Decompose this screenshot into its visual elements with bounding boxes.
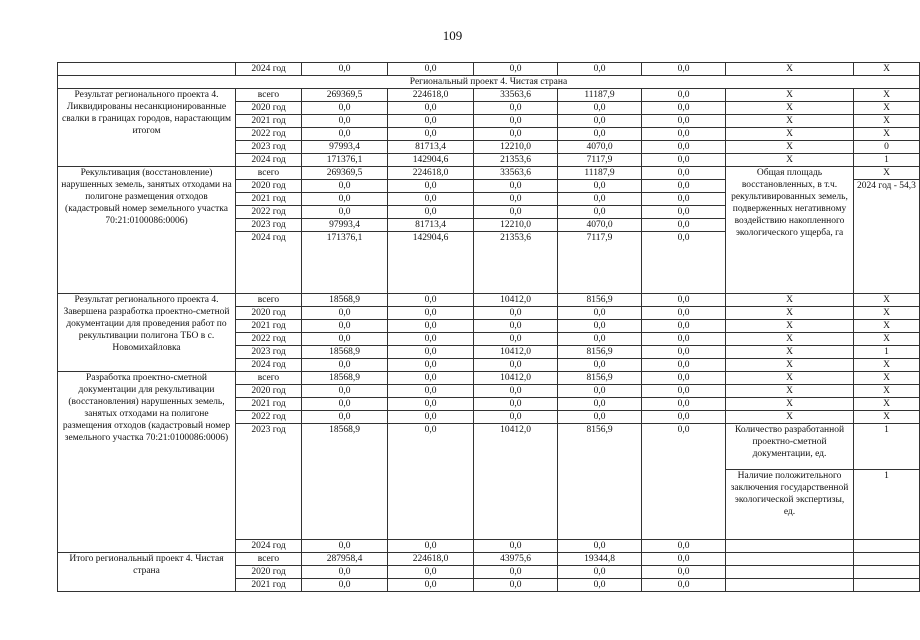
- indicator-cell: Общая площадь восстановленных, в т.ч. рекультивированных земель, подверженных негативному воздействию накопленного экологического ущерба, га: [726, 167, 854, 294]
- value-cell: 43975,6: [474, 553, 558, 566]
- value-cell: 0,0: [474, 540, 558, 553]
- value-cell: 0,0: [558, 398, 642, 411]
- value-cell: 142904,6: [388, 232, 474, 294]
- value-cell: 0,0: [558, 579, 642, 592]
- value-cell: 0,0: [642, 115, 726, 128]
- value-cell: 0,0: [558, 115, 642, 128]
- indicator-cell: X: [726, 115, 854, 128]
- value-cell: 287958,4: [302, 553, 388, 566]
- year-cell: 2022 год: [236, 128, 302, 141]
- value-cell: 0,0: [388, 294, 474, 307]
- value-cell: 0,0: [302, 193, 388, 206]
- value-cell: 0,0: [642, 307, 726, 320]
- value-cell: 0,0: [302, 180, 388, 193]
- year-cell: 2022 год: [236, 411, 302, 424]
- activity-name-cell: Результат регионального проекта 4. Завершена разработка проектно-сметной документации для проведения работ по рекультивации полигона ТБО в с. Новомихайловка: [58, 294, 236, 372]
- value-cell: 0,0: [642, 128, 726, 141]
- value-cell: 0,0: [642, 320, 726, 333]
- value-cell: 0,0: [388, 115, 474, 128]
- value-cell: 0,0: [302, 566, 388, 579]
- value-cell: 0,0: [642, 219, 726, 232]
- value-cell: 0,0: [642, 63, 726, 76]
- value-cell: 0,0: [558, 411, 642, 424]
- target-cell: X: [854, 411, 920, 424]
- value-cell: 0,0: [558, 566, 642, 579]
- value-cell: 0,0: [474, 411, 558, 424]
- value-cell: 0,0: [642, 206, 726, 219]
- value-cell: 0,0: [642, 141, 726, 154]
- indicator-cell: X: [726, 141, 854, 154]
- value-cell: 0,0: [558, 206, 642, 219]
- budget-table: [57, 62, 920, 592]
- value-cell: 18568,9: [302, 424, 388, 540]
- value-cell: 0,0: [474, 193, 558, 206]
- section-header: Региональный проект 4. Чистая страна: [58, 76, 920, 89]
- value-cell: 0,0: [388, 540, 474, 553]
- value-cell: 0,0: [642, 579, 726, 592]
- value-cell: 0,0: [474, 63, 558, 76]
- value-cell: 8156,9: [558, 372, 642, 385]
- value-cell: 0,0: [302, 115, 388, 128]
- target-cell: 1: [854, 470, 920, 540]
- value-cell: 18568,9: [302, 372, 388, 385]
- target-cell: X: [854, 294, 920, 307]
- indicator-cell: X: [726, 307, 854, 320]
- value-cell: 0,0: [302, 206, 388, 219]
- value-cell: 0,0: [388, 411, 474, 424]
- value-cell: 0,0: [388, 193, 474, 206]
- year-cell: 2024 год: [236, 232, 302, 294]
- target-cell: X: [854, 385, 920, 398]
- year-cell: 2023 год: [236, 424, 302, 540]
- target-cell: 2024 год - 54,3: [854, 180, 920, 294]
- value-cell: 0,0: [388, 333, 474, 346]
- value-cell: 97993,4: [302, 141, 388, 154]
- indicator-cell: X: [726, 89, 854, 102]
- target-cell: X: [854, 89, 920, 102]
- value-cell: 0,0: [302, 359, 388, 372]
- value-cell: 0,0: [474, 102, 558, 115]
- year-cell: 2024 год: [236, 63, 302, 76]
- table-row: [58, 294, 920, 307]
- target-cell: 1: [854, 154, 920, 167]
- value-cell: 0,0: [642, 102, 726, 115]
- value-cell: 0,0: [642, 154, 726, 167]
- value-cell: 0,0: [388, 385, 474, 398]
- value-cell: 0,0: [558, 102, 642, 115]
- value-cell: 7117,9: [558, 154, 642, 167]
- year-cell: всего: [236, 553, 302, 566]
- value-cell: 10412,0: [474, 294, 558, 307]
- value-cell: 224618,0: [388, 167, 474, 180]
- value-cell: 0,0: [388, 63, 474, 76]
- value-cell: 0,0: [388, 359, 474, 372]
- value-cell: 0,0: [474, 398, 558, 411]
- value-cell: 0,0: [302, 320, 388, 333]
- indicator-cell: [726, 579, 854, 592]
- value-cell: 0,0: [558, 193, 642, 206]
- value-cell: 0,0: [388, 424, 474, 540]
- year-cell: 2023 год: [236, 219, 302, 232]
- target-cell: 1: [854, 424, 920, 470]
- value-cell: 224618,0: [388, 553, 474, 566]
- value-cell: 0,0: [642, 294, 726, 307]
- value-cell: 171376,1: [302, 232, 388, 294]
- value-cell: 0,0: [388, 206, 474, 219]
- target-cell: X: [854, 128, 920, 141]
- value-cell: 0,0: [474, 359, 558, 372]
- indicator-cell: [726, 553, 854, 566]
- indicator-cell: X: [726, 359, 854, 372]
- value-cell: 0,0: [642, 540, 726, 553]
- value-cell: 8156,9: [558, 424, 642, 540]
- target-cell: X: [854, 398, 920, 411]
- value-cell: 224618,0: [388, 89, 474, 102]
- target-cell: X: [854, 167, 920, 180]
- target-cell: X: [854, 102, 920, 115]
- activity-name-cell: Рекультивация (восстановление) нарушенных земель, занятых отходами на полигоне размещения отходов (кадастровый номер земельного участка 70:21:0100086:0006): [58, 167, 236, 294]
- value-cell: 81713,4: [388, 141, 474, 154]
- value-cell: 10412,0: [474, 424, 558, 540]
- value-cell: 0,0: [642, 372, 726, 385]
- indicator-cell: X: [726, 154, 854, 167]
- table-row: [58, 63, 920, 76]
- value-cell: 10412,0: [474, 372, 558, 385]
- indicator-cell: X: [726, 294, 854, 307]
- value-cell: 142904,6: [388, 154, 474, 167]
- value-cell: 0,0: [642, 89, 726, 102]
- indicator-cell: X: [726, 102, 854, 115]
- year-cell: 2020 год: [236, 102, 302, 115]
- year-cell: 2022 год: [236, 206, 302, 219]
- value-cell: 33563,6: [474, 89, 558, 102]
- value-cell: 0,0: [302, 579, 388, 592]
- year-cell: 2023 год: [236, 346, 302, 359]
- value-cell: 8156,9: [558, 346, 642, 359]
- year-cell: 2020 год: [236, 566, 302, 579]
- indicator-cell: [726, 540, 854, 553]
- value-cell: 0,0: [388, 398, 474, 411]
- page-number: 109: [442, 28, 463, 43]
- value-cell: 0,0: [388, 307, 474, 320]
- value-cell: 0,0: [642, 553, 726, 566]
- value-cell: 4070,0: [558, 141, 642, 154]
- value-cell: 0,0: [302, 540, 388, 553]
- target-cell: X: [854, 307, 920, 320]
- year-cell: 2021 год: [236, 320, 302, 333]
- indicator-cell: X: [726, 385, 854, 398]
- value-cell: 0,0: [642, 346, 726, 359]
- value-cell: 0,0: [302, 411, 388, 424]
- activity-name-cell: Итого региональный проект 4. Чистая страна: [58, 553, 236, 592]
- value-cell: 0,0: [302, 63, 388, 76]
- target-cell: [854, 553, 920, 566]
- value-cell: 10412,0: [474, 346, 558, 359]
- target-cell: [854, 540, 920, 553]
- year-cell: 2021 год: [236, 579, 302, 592]
- value-cell: 0,0: [388, 346, 474, 359]
- activity-name-cell: Разработка проектно-сметной документации для рекультивации (восстановления) нарушенных земель, занятых отходами на полигоне размещения отходов (кадастровый номер земельного участка 70:21:0100086:0006): [58, 372, 236, 553]
- value-cell: 0,0: [388, 566, 474, 579]
- value-cell: 0,0: [302, 128, 388, 141]
- indicator-cell: Наличие положительного заключения государственной экологической экспертизы, ед.: [726, 470, 854, 540]
- target-cell: X: [854, 115, 920, 128]
- value-cell: 0,0: [474, 128, 558, 141]
- activity-name-cell: [58, 63, 236, 76]
- target-cell: X: [854, 333, 920, 346]
- indicator-cell: X: [726, 398, 854, 411]
- value-cell: 0,0: [558, 180, 642, 193]
- indicator-cell: [726, 566, 854, 579]
- value-cell: 12210,0: [474, 219, 558, 232]
- value-cell: 0,0: [558, 540, 642, 553]
- value-cell: 0,0: [558, 385, 642, 398]
- value-cell: 0,0: [388, 320, 474, 333]
- value-cell: 0,0: [642, 424, 726, 540]
- value-cell: 0,0: [474, 566, 558, 579]
- value-cell: 21353,6: [474, 154, 558, 167]
- year-cell: 2024 год: [236, 154, 302, 167]
- table-row: [58, 372, 920, 385]
- value-cell: 0,0: [474, 115, 558, 128]
- value-cell: 12210,0: [474, 141, 558, 154]
- value-cell: 0,0: [388, 102, 474, 115]
- value-cell: 0,0: [642, 232, 726, 294]
- value-cell: 0,0: [558, 359, 642, 372]
- value-cell: 7117,9: [558, 232, 642, 294]
- value-cell: 0,0: [302, 333, 388, 346]
- value-cell: 269369,5: [302, 167, 388, 180]
- value-cell: 0,0: [474, 307, 558, 320]
- year-cell: 2021 год: [236, 398, 302, 411]
- target-cell: X: [854, 372, 920, 385]
- value-cell: 21353,6: [474, 232, 558, 294]
- value-cell: 0,0: [388, 372, 474, 385]
- value-cell: 0,0: [558, 63, 642, 76]
- year-cell: всего: [236, 89, 302, 102]
- table-row: [58, 167, 920, 180]
- value-cell: 11187,9: [558, 167, 642, 180]
- value-cell: 0,0: [302, 307, 388, 320]
- year-cell: 2022 год: [236, 333, 302, 346]
- value-cell: 0,0: [474, 180, 558, 193]
- year-cell: 2023 год: [236, 141, 302, 154]
- value-cell: 0,0: [302, 102, 388, 115]
- value-cell: 0,0: [642, 385, 726, 398]
- year-cell: 2021 год: [236, 115, 302, 128]
- value-cell: 0,0: [388, 180, 474, 193]
- value-cell: 0,0: [642, 180, 726, 193]
- year-cell: 2024 год: [236, 359, 302, 372]
- value-cell: 171376,1: [302, 154, 388, 167]
- indicator-cell: X: [726, 128, 854, 141]
- value-cell: 0,0: [474, 579, 558, 592]
- table-row: [58, 89, 920, 102]
- value-cell: 0,0: [642, 333, 726, 346]
- value-cell: 19344,8: [558, 553, 642, 566]
- value-cell: 0,0: [388, 579, 474, 592]
- value-cell: 0,0: [642, 193, 726, 206]
- target-cell: [854, 579, 920, 592]
- value-cell: 0,0: [474, 385, 558, 398]
- indicator-cell: Количество разработанной проектно-сметной документации, ед.: [726, 424, 854, 470]
- value-cell: 269369,5: [302, 89, 388, 102]
- year-cell: 2020 год: [236, 307, 302, 320]
- year-cell: 2020 год: [236, 180, 302, 193]
- value-cell: 0,0: [642, 359, 726, 372]
- year-cell: 2024 год: [236, 540, 302, 553]
- value-cell: 8156,9: [558, 294, 642, 307]
- year-cell: всего: [236, 372, 302, 385]
- target-cell: [854, 566, 920, 579]
- indicator-cell: X: [726, 346, 854, 359]
- section-header-row: [58, 76, 920, 89]
- value-cell: 0,0: [642, 566, 726, 579]
- target-cell: X: [854, 320, 920, 333]
- year-cell: 2021 год: [236, 193, 302, 206]
- year-cell: 2020 год: [236, 385, 302, 398]
- indicator-cell: X: [726, 411, 854, 424]
- year-cell: всего: [236, 294, 302, 307]
- value-cell: 4070,0: [558, 219, 642, 232]
- target-cell: 0: [854, 141, 920, 154]
- value-cell: 0,0: [642, 411, 726, 424]
- indicator-cell: X: [726, 372, 854, 385]
- value-cell: 0,0: [474, 206, 558, 219]
- value-cell: 0,0: [302, 398, 388, 411]
- value-cell: 0,0: [642, 398, 726, 411]
- target-cell: 1: [854, 346, 920, 359]
- value-cell: 33563,6: [474, 167, 558, 180]
- value-cell: 11187,9: [558, 89, 642, 102]
- value-cell: 0,0: [474, 320, 558, 333]
- value-cell: 0,0: [474, 333, 558, 346]
- value-cell: 97993,4: [302, 219, 388, 232]
- indicator-cell: X: [726, 320, 854, 333]
- target-cell: X: [854, 63, 920, 76]
- target-cell: X: [854, 359, 920, 372]
- year-cell: всего: [236, 167, 302, 180]
- value-cell: 18568,9: [302, 294, 388, 307]
- value-cell: 0,0: [388, 128, 474, 141]
- value-cell: 0,0: [302, 385, 388, 398]
- value-cell: 0,0: [558, 307, 642, 320]
- value-cell: 0,0: [558, 333, 642, 346]
- table-row: [58, 553, 920, 566]
- indicator-cell: X: [726, 333, 854, 346]
- value-cell: 0,0: [558, 320, 642, 333]
- value-cell: 0,0: [558, 128, 642, 141]
- value-cell: 0,0: [642, 167, 726, 180]
- indicator-cell: X: [726, 63, 854, 76]
- activity-name-cell: Результат регионального проекта 4. Ликвидированы несанкционированные свалки в границах городов, нарастающим итогом: [58, 89, 236, 167]
- value-cell: 81713,4: [388, 219, 474, 232]
- value-cell: 18568,9: [302, 346, 388, 359]
